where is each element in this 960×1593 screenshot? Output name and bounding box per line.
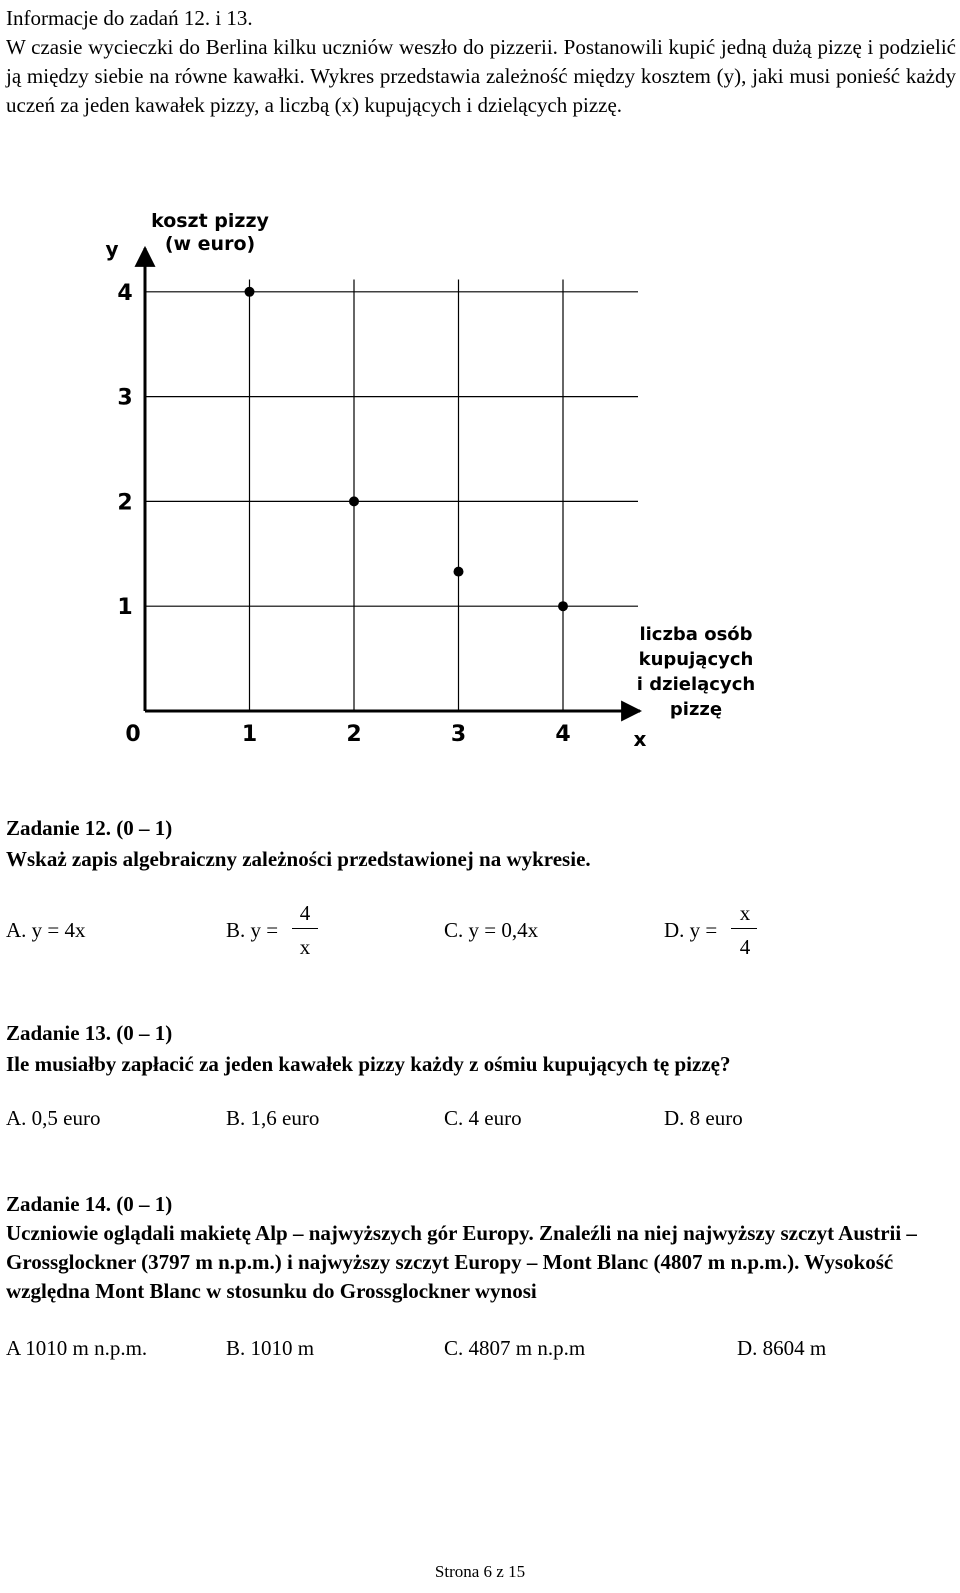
x-axis-letter: x <box>633 727 647 751</box>
data-point <box>558 601 568 611</box>
task14-question: Uczniowie oglądali makietę Alp – najwyższych gór Europy. Znaleźli na niej najwyższy szczyt Austrii – Grossglockner (3797 m n.p.m.) i najwyższy szczyt Europy – Mont Blanc (4807 m n.p.m.). Wysokość względna Mont Blanc w stosunku do Grossglockner wynosi <box>6 1221 917 1303</box>
task12-option-b-denominator: x <box>299 935 311 959</box>
y-tick-label: 2 <box>117 490 133 516</box>
task13-option-c[interactable]: C. 4 euro <box>444 1106 522 1130</box>
data-point <box>454 567 464 577</box>
task14-option-c[interactable]: C. 4807 m n.p.m <box>444 1336 586 1360</box>
task13-option-a[interactable]: A. 0,5 euro <box>6 1106 101 1130</box>
task12-option-d-fraction-line <box>731 928 757 929</box>
x-axis-title-line: liczba osób <box>639 624 753 645</box>
task13-question: Ile musiałby zapłacić za jeden kawałek pizzy każdy z ośmiu kupujących tę pizzę? <box>6 1052 731 1076</box>
task14-option-a[interactable]: A 1010 m n.p.m. <box>6 1336 148 1360</box>
task13-title: Zadanie 13. (0 – 1) <box>6 1021 173 1045</box>
task12-option-d[interactable]: D. y = <box>664 918 718 942</box>
x-tick-label: 3 <box>450 722 467 747</box>
task14-option-d[interactable]: D. 8604 m <box>737 1336 827 1360</box>
data-point <box>349 496 359 506</box>
task14-title: Zadanie 14. (0 – 1) <box>6 1192 173 1216</box>
y-tick-label: 3 <box>117 385 133 411</box>
pizza-cost-chart <box>0 200 800 765</box>
task12-option-b-fraction-line <box>292 928 318 929</box>
y-tick-label: 4 <box>117 280 133 306</box>
x-tick-label: 4 <box>555 722 571 747</box>
task12-option-b[interactable]: B. y = <box>226 918 279 942</box>
task12-title: Zadanie 12. (0 – 1) <box>6 816 173 840</box>
x-axis-title-line: pizzę <box>669 699 723 720</box>
y-axis-title-line: koszt pizzy <box>151 210 269 232</box>
task12-option-a[interactable]: A. y = 4x <box>6 918 86 942</box>
intro-paragraph: W czasie wycieczki do Berlina kilku uczniów weszło do pizzerii. Postanowili kupić jedną dużą pizzę i podzielić ją między siebie na równe kawałki. Wykres przedstawia zależność między kosztem (y), jaki musi ponieść każdy uczeń za jeden kawałek pizzy, a liczbą (x) kupujących i dzielących pizzę. <box>6 35 956 117</box>
x-axis-title-line: i dzielących <box>636 674 756 695</box>
y-tick-label: 1 <box>117 595 133 621</box>
task13-option-d[interactable]: D. 8 euro <box>664 1106 743 1130</box>
x-tick-label: 2 <box>346 722 362 747</box>
task14-option-b[interactable]: B. 1010 m <box>226 1336 315 1360</box>
chart-grid <box>145 279 638 711</box>
x-tick-label: 0 <box>125 722 141 747</box>
data-point <box>245 287 255 297</box>
chart-points <box>245 287 569 611</box>
y-axis-letter: y <box>105 237 119 261</box>
y-axis-title-line: (w euro) <box>164 233 256 255</box>
page-footer: Strona 6 z 15 <box>434 1562 526 1581</box>
x-axis-title-line: kupujących <box>638 649 754 670</box>
chart-axes <box>145 248 640 711</box>
task12-option-c[interactable]: C. y = 0,4x <box>444 918 539 942</box>
chart-axis-titles <box>105 210 755 751</box>
task13-option-b[interactable]: B. 1,6 euro <box>226 1106 320 1130</box>
x-tick-label: 1 <box>241 722 258 747</box>
task12-option-d-numerator: x <box>739 901 751 925</box>
chart-tick-labels <box>117 281 570 747</box>
task12-question: Wskaż zapis algebraiczny zależności przedstawionej na wykresie. <box>6 847 591 871</box>
task12-option-d-denominator: 4 <box>739 935 751 959</box>
intro-heading: Informacje do zadań 12. i 13. <box>6 6 253 30</box>
intro-block <box>6 4 956 120</box>
task12-option-b-numerator: 4 <box>299 901 311 925</box>
